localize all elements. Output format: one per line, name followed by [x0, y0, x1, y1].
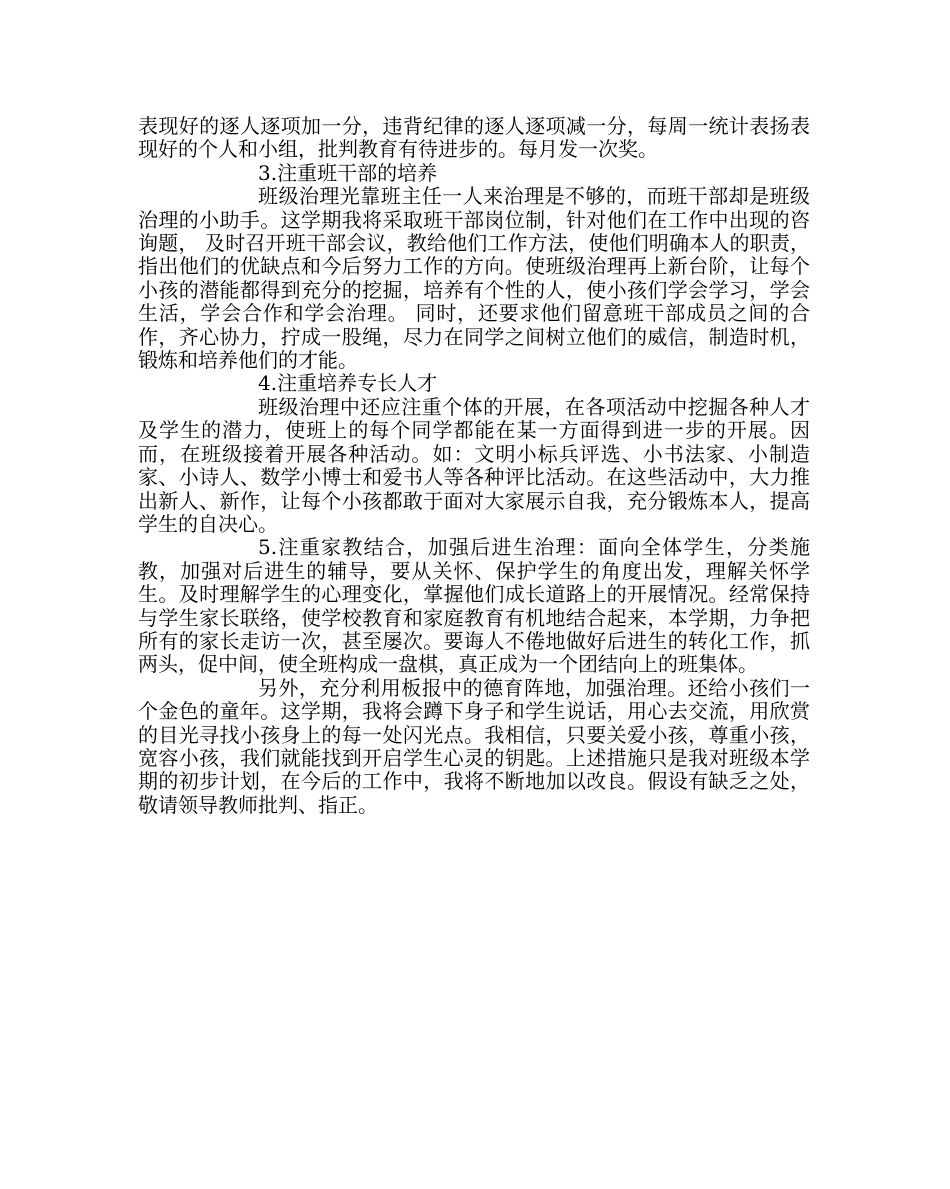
document-body — [138, 115, 810, 817]
heading-talent: 4.注重培养专长人才 — [258, 371, 438, 396]
paragraph-talent: 班级治理中还应注重个体的开展，在各项活动中挖掘各种人才及学生的潜力，使班上的每个同学都能在某一方面得到进一步的开展。因而，在班级接着开展各种活动。如：文明小标兵评选、小书法家、小制造家、小诗人、数学小博士和爱书人等各种评比活动。在这些活动中，大力推出新人、新作，让每个小孩都敢于面对大家展示自我，充分锻炼本人，提高学生的自决心。 — [138, 394, 810, 536]
paragraph-home-school: 5.注重家教结合，加强后进生治理：面向全体学生，分类施教，加强对后进生的辅导，要从关怀、保护学生的角度出发，理解关怀学生。及时理解学生的心理变化，掌握他们成长道路上的开展情况。经常保持与学生家长联络，使学校教育和家庭教育有机地结合起来，本学期，力争把所有的家长走访一次，甚至屡次。要诲人不倦地做好后进生的转化工作，抓两头，促中间，使全班构成一盘棋，真正成为一个团结向上的班集体。 — [138, 535, 810, 677]
heading-class-cadre: 3.注重班干部的培养 — [258, 160, 438, 185]
paragraph-conclusion: 另外，充分利用板报中的德育阵地，加强治理。还给小孩们一个金色的童年。这学期，我将会蹲下身子和学生说话，用心去交流，用欣赏的目光寻找小孩身上的每一处闪光点。我相信，只要关爱小孩，尊重小孩，宽容小孩，我们就能找到开启学生心灵的钥匙。上述措施只是我对班级本学期的初步计划，在今后的工作中，我将不断地加以改良。假设有缺乏之处，敬请领导教师批判、指正。 — [138, 675, 810, 817]
paragraph-class-cadre: 班级治理光靠班主任一人来治理是不够的，而班干部却是班级治理的小助手。这学期我将采取班干部岗位制，针对他们在工作中出现的咨询题， 及时召开班干部会议，教给他们工作方法，使他们明确本人的职责，指出他们的优缺点和今后努力工作的方向。使班级治理再上新台阶，让每个小孩的潜能都得到充分的挖掘，培养有个性的人，使小孩们学会学习，学会生活，学会合作和学会治理。 同时，还要求他们留意班干部成员之间的合作，齐心协力，拧成一股绳，尽力在同学之间树立他们的威信，制造时机，锻炼和培养他们的才能。 — [138, 184, 810, 373]
paragraph-evaluation: 表现好的逐人逐项加一分，违背纪律的逐人逐项减一分，每周一统计表扬表现好的个人和小组，批判教育有待进步的。每月发一次奖。 — [138, 114, 810, 162]
